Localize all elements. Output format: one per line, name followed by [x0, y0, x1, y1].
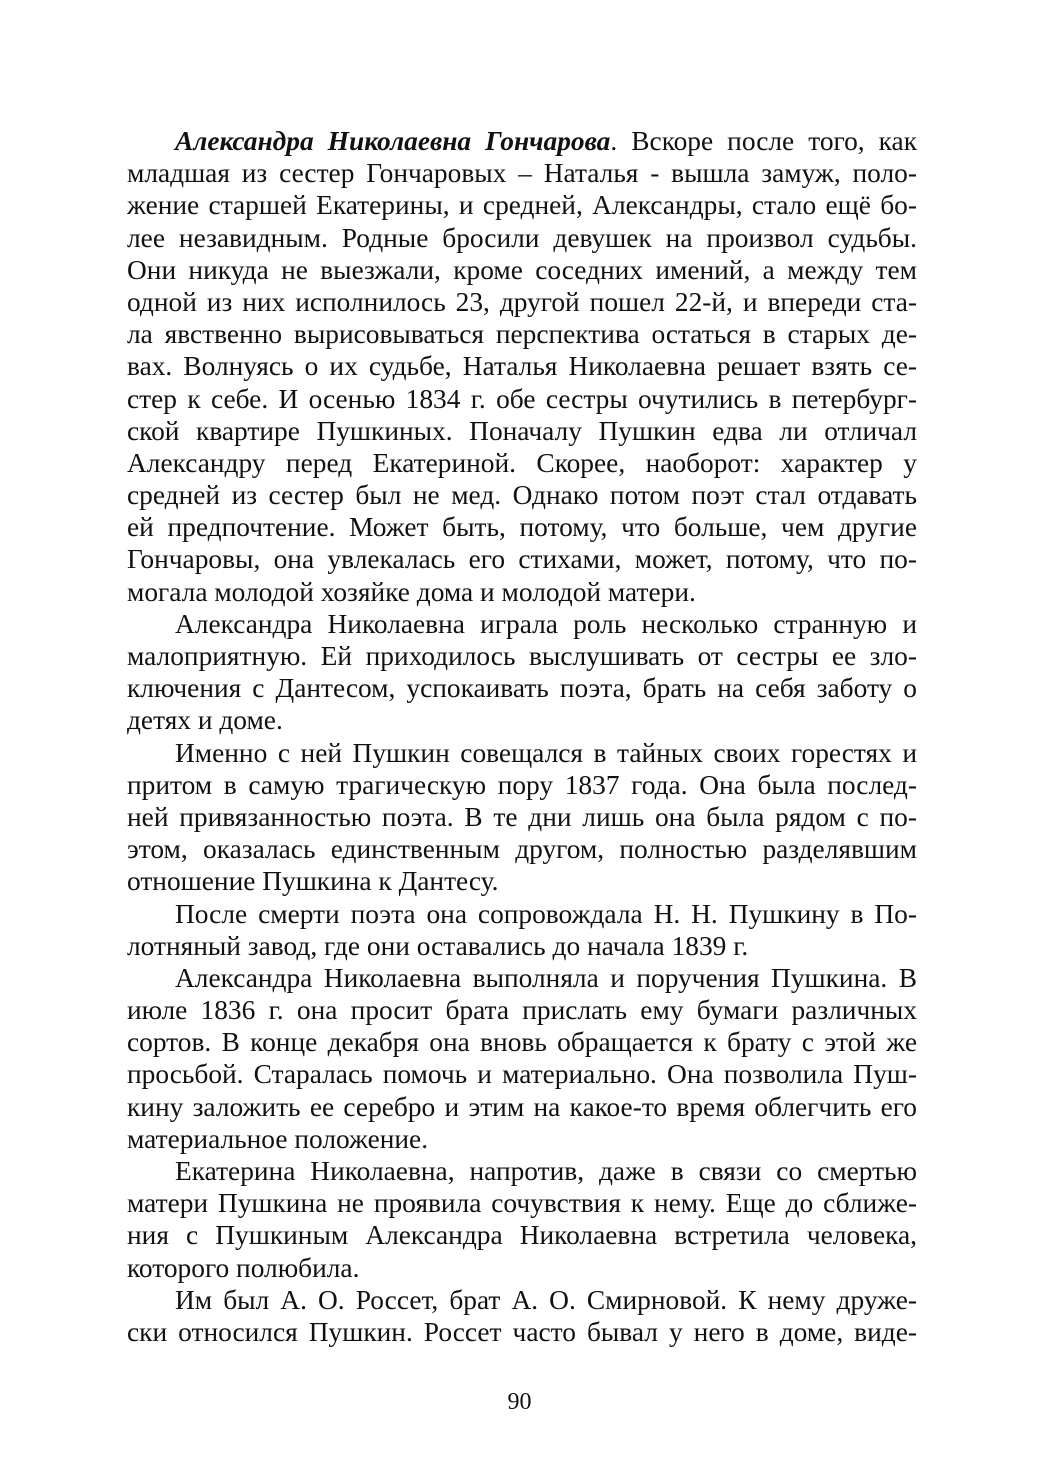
text-line: средней из сестер был не мед. Однако потом поэт стал отдавать	[127, 480, 917, 511]
lead-rest: . Вскоре после того, как	[610, 126, 918, 156]
page-number: 90	[507, 1389, 532, 1415]
text-line: матери Пушкина не проявила сочувствия к нему. Еще до сближе-	[127, 1188, 917, 1219]
text-line: малоприятную. Ей приходилось выслушивать от сестры ее зло-	[127, 641, 917, 671]
text-line: этом, оказалась единственным другом, полностью разделявшим	[127, 834, 917, 865]
text-line-lead	[127, 125, 917, 157]
text-line: младшая из сестер Гончаровых – Наталья - вышла замуж, поло-	[127, 158, 917, 189]
text-line: лее незавидным. Родные бросили девушек на произвол судьбы.	[127, 222, 917, 253]
text-line: Им был А. О. Россет, брат А. О. Смирновой. К нему друже-	[175, 1284, 917, 1315]
text-line: ей предпочтение. Может быть, потому, что больше, чем другие	[127, 512, 917, 543]
text-line: могала молодой хозяйке дома и молодой матери.	[127, 576, 696, 607]
text-line: материальное положение.	[127, 1123, 429, 1154]
text-line: просьбой. Старалась помочь и материально. Она позволила Пуш-	[127, 1059, 917, 1090]
text-line: кину заложить ее серебро и этим на какое-то время облегчить его	[127, 1091, 917, 1122]
text-line: притом в самую трагическую пору 1837 года. Она была послед-	[127, 769, 917, 800]
text-line: ключения с Дантесом, успокаивать поэта, брать на себя заботу о	[127, 673, 917, 704]
text-line: лотняный завод, где они оставались до начала 1839 г.	[127, 930, 749, 961]
text-line: детях и доме.	[127, 705, 283, 736]
text-line: Именно с ней Пушкин совещался в тайных своих горестях и	[175, 737, 917, 768]
text-line: ла явственно вырисовываться перспектива остаться в старых де-	[127, 319, 917, 350]
text-line: После смерти поэта она сопровождала Н. Н. Пушкину в По-	[175, 898, 917, 929]
text-line: Александру перед Екатериной. Скорее, наоборот: характер у	[127, 447, 917, 478]
text-line: стер к себе. И осенью 1834 г. обе сестры очутились в петербург-	[127, 383, 917, 414]
text-line: сортов. В конце декабря она вновь обращается к брату с этой же	[127, 1027, 917, 1058]
text-line: вах. Волнуясь о их судьбе, Наталья Николаевна решает взять се-	[127, 351, 917, 382]
text-line: которого полюбила.	[127, 1252, 360, 1283]
text-line: июле 1836 г. она просит брата прислать ему бумаги различных	[127, 995, 917, 1026]
text-line: отношение Пушкина к Дантесу.	[127, 866, 499, 897]
body-text	[127, 125, 917, 1348]
lead-name: Александра Николаевна Гончарова	[175, 126, 611, 156]
text-line: одной из них исполнилось 23, другой пошел 22-й, и впереди ста-	[127, 286, 917, 317]
text-line: Екатерина Николаевна, напротив, даже в связи со смертью	[175, 1156, 917, 1186]
text-line: Они никуда не выезжали, кроме соседних имений, а между тем	[127, 254, 917, 285]
text-line: Гончаровы, она увлекалась его стихами, может, потому, что по-	[127, 544, 917, 575]
text-line: Александра Николаевна выполняла и поручения Пушкина. В	[175, 962, 917, 993]
text-line: ски относился Пушкин. Россет часто бывал у него в доме, виде-	[127, 1316, 917, 1347]
text-line: ской квартире Пушкиных. Поначалу Пушкин едва ли отличал	[127, 415, 917, 446]
text-line: ней привязанностью поэта. В те дни лишь она была рядом с по-	[127, 801, 917, 832]
text-line: жение старшей Екатерины, и средней, Александры, стало ещё бо-	[127, 190, 917, 221]
text-line: ния с Пушкиным Александра Николаевна встретила человека,	[127, 1220, 917, 1251]
text-line: Александра Николаевна играла роль несколько странную и	[175, 608, 917, 639]
